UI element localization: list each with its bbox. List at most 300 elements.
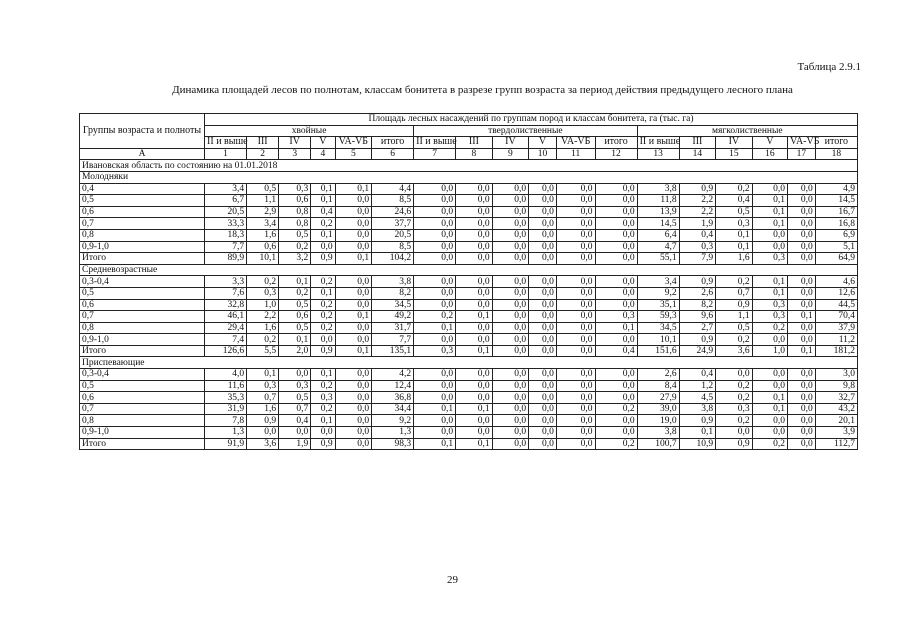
sub-column-header: III bbox=[456, 137, 493, 149]
table-cell: 0,0 bbox=[456, 287, 493, 299]
table-cell: 0,0 bbox=[456, 253, 493, 265]
table-row bbox=[80, 299, 858, 311]
section-title-row bbox=[80, 264, 858, 276]
table-cell: 0,0 bbox=[716, 369, 753, 381]
table-cell: 0,1 bbox=[752, 392, 787, 404]
sub-column-header: итого bbox=[595, 137, 637, 149]
table-cell: 0,7 bbox=[716, 287, 753, 299]
table-cell: 0,1 bbox=[716, 229, 753, 241]
table-cell: 0,0 bbox=[595, 229, 637, 241]
table-cell: 44,5 bbox=[815, 299, 857, 311]
table-cell: 0,1 bbox=[311, 369, 335, 381]
table-cell: 1,6 bbox=[716, 253, 753, 265]
table-cell: 1,9 bbox=[279, 438, 311, 450]
table-label: Таблица 2.9.1 bbox=[797, 61, 861, 73]
table-cell: 0,0 bbox=[456, 392, 493, 404]
table-cell: 0,0 bbox=[311, 334, 335, 346]
table-cell: 0,0 bbox=[595, 369, 637, 381]
table-cell: 151,6 bbox=[637, 345, 679, 357]
table-cell: 7,4 bbox=[205, 334, 247, 346]
table-cell: 12,6 bbox=[815, 287, 857, 299]
table-cell: 11,2 bbox=[815, 334, 857, 346]
table-cell: 0,0 bbox=[456, 276, 493, 288]
table-cell: 0,2 bbox=[311, 276, 335, 288]
table-cell: 0,3 bbox=[247, 287, 279, 299]
table-cell: 0,0 bbox=[492, 415, 529, 427]
table-cell: 0,1 bbox=[456, 403, 493, 415]
table-cell: 5,1 bbox=[815, 241, 857, 253]
table-cell: 7,6 bbox=[205, 287, 247, 299]
table-body bbox=[80, 160, 858, 450]
region-row-label: Ивановская область по состоянию на 01.01.2018 bbox=[80, 160, 858, 172]
table-cell: 0,0 bbox=[529, 369, 557, 381]
table-cell: 0,0 bbox=[556, 241, 595, 253]
table-cell: 46,1 bbox=[205, 311, 247, 323]
table-cell: 0,0 bbox=[335, 218, 372, 230]
table-cell: 0,7 bbox=[279, 403, 311, 415]
table-cell: 0,0 bbox=[529, 218, 557, 230]
table-cell: 8,4 bbox=[637, 380, 679, 392]
table-cell: 0,0 bbox=[556, 253, 595, 265]
table-cell: 3,6 bbox=[247, 438, 279, 450]
table-row bbox=[80, 322, 858, 334]
table-cell: 0,0 bbox=[788, 403, 816, 415]
table-cell: 1,9 bbox=[679, 218, 716, 230]
table-cell: 0,2 bbox=[311, 403, 335, 415]
table-cell: 0,1 bbox=[335, 183, 372, 195]
table-cell: 1,6 bbox=[247, 403, 279, 415]
table-cell: 0,0 bbox=[414, 241, 456, 253]
table-cell: 1,1 bbox=[716, 311, 753, 323]
table-cell: 0,3 bbox=[595, 311, 637, 323]
table-cell: 0,5 bbox=[279, 299, 311, 311]
table-cell: 3,2 bbox=[279, 253, 311, 265]
table-cell: 2,7 bbox=[679, 322, 716, 334]
sub-column-header: II и выше bbox=[205, 137, 247, 149]
sub-column-header: V bbox=[529, 137, 557, 149]
table-cell: 0,1 bbox=[335, 311, 372, 323]
table-cell: 0,0 bbox=[788, 427, 816, 439]
table-cell: 0,0 bbox=[492, 195, 529, 207]
table-cell: 0,0 bbox=[492, 276, 529, 288]
table-cell: 0,0 bbox=[529, 403, 557, 415]
table-cell: 0,0 bbox=[752, 427, 787, 439]
table-row bbox=[80, 276, 858, 288]
table-cell: 3,8 bbox=[679, 403, 716, 415]
table-cell: 3,4 bbox=[637, 276, 679, 288]
table-row bbox=[80, 241, 858, 253]
section-title-row-label: Приспевающие bbox=[80, 357, 858, 369]
table-cell: 49,2 bbox=[372, 311, 414, 323]
table-cell: 7,7 bbox=[372, 334, 414, 346]
table-cell: 0,0 bbox=[556, 369, 595, 381]
table-cell: 4,0 bbox=[205, 369, 247, 381]
table-cell: 1,3 bbox=[205, 427, 247, 439]
table-row bbox=[80, 183, 858, 195]
table-cell: 0,0 bbox=[311, 427, 335, 439]
table-cell: 0,0 bbox=[279, 427, 311, 439]
table-cell: 0,0 bbox=[529, 287, 557, 299]
table-cell: 0,0 bbox=[529, 311, 557, 323]
table-cell: 0,0 bbox=[456, 218, 493, 230]
table-cell: 0,8 bbox=[279, 218, 311, 230]
column-index: А bbox=[80, 148, 205, 160]
row-label: 0,8 bbox=[80, 322, 205, 334]
table-cell: 24,9 bbox=[679, 345, 716, 357]
table-cell: 0,0 bbox=[529, 183, 557, 195]
table-cell: 0,0 bbox=[595, 183, 637, 195]
table-cell: 0,1 bbox=[414, 403, 456, 415]
table-cell: 0,0 bbox=[595, 195, 637, 207]
sub-column-header: V bbox=[752, 137, 787, 149]
table-cell: 0,0 bbox=[595, 218, 637, 230]
table-cell: 0,8 bbox=[279, 206, 311, 218]
table-cell: 0,0 bbox=[556, 276, 595, 288]
table-cell: 27,9 bbox=[637, 392, 679, 404]
table-cell: 0,3 bbox=[752, 253, 787, 265]
column-index: 18 bbox=[815, 148, 857, 160]
sub-column-header: VA-VБ bbox=[556, 137, 595, 149]
table-cell: 0,0 bbox=[529, 415, 557, 427]
table-cell: 0,2 bbox=[311, 311, 335, 323]
table-cell: 0,0 bbox=[556, 218, 595, 230]
table-cell: 0,9 bbox=[679, 276, 716, 288]
table-cell: 0,2 bbox=[311, 322, 335, 334]
table-cell: 0,0 bbox=[556, 229, 595, 241]
table-cell: 0,0 bbox=[492, 299, 529, 311]
table-cell: 0,0 bbox=[788, 206, 816, 218]
table-cell: 0,0 bbox=[414, 253, 456, 265]
table-cell: 0,0 bbox=[752, 183, 787, 195]
table-cell: 0,1 bbox=[414, 438, 456, 450]
row-label: 0,7 bbox=[80, 403, 205, 415]
table-cell: 0,0 bbox=[335, 206, 372, 218]
column-index: 13 bbox=[637, 148, 679, 160]
table-cell: 0,2 bbox=[414, 311, 456, 323]
row-label: 0,9-1,0 bbox=[80, 334, 205, 346]
table-cell: 0,2 bbox=[716, 183, 753, 195]
table-cell: 0,0 bbox=[414, 369, 456, 381]
section-title-row bbox=[80, 357, 858, 369]
table-cell: 0,0 bbox=[556, 322, 595, 334]
table-cell: 0,1 bbox=[335, 253, 372, 265]
table-cell: 0,0 bbox=[529, 253, 557, 265]
column-index: 15 bbox=[716, 148, 753, 160]
table-cell: 3,4 bbox=[247, 218, 279, 230]
table-row bbox=[80, 206, 858, 218]
table-cell: 9,8 bbox=[815, 380, 857, 392]
table-cell: 0,2 bbox=[716, 392, 753, 404]
table-cell: 135,1 bbox=[372, 345, 414, 357]
table-cell: 33,3 bbox=[205, 218, 247, 230]
table-cell: 0,4 bbox=[679, 369, 716, 381]
table-cell: 0,0 bbox=[556, 287, 595, 299]
table-cell: 0,2 bbox=[247, 334, 279, 346]
column-index: 7 bbox=[414, 148, 456, 160]
row-label: 0,8 bbox=[80, 229, 205, 241]
table-cell: 0,2 bbox=[716, 380, 753, 392]
table-cell: 0,1 bbox=[752, 403, 787, 415]
table-cell: 0,0 bbox=[595, 241, 637, 253]
table-cell: 0,0 bbox=[788, 322, 816, 334]
table-cell: 0,0 bbox=[556, 195, 595, 207]
table-cell: 18,3 bbox=[205, 229, 247, 241]
table-cell: 36,8 bbox=[372, 392, 414, 404]
table-cell: 0,0 bbox=[492, 334, 529, 346]
table-cell: 64,9 bbox=[815, 253, 857, 265]
table-cell: 0,2 bbox=[716, 276, 753, 288]
table-cell: 34,5 bbox=[372, 299, 414, 311]
table-cell: 0,0 bbox=[335, 427, 372, 439]
table-cell: 0,3 bbox=[679, 241, 716, 253]
table-cell: 0,0 bbox=[414, 183, 456, 195]
column-index: 2 bbox=[247, 148, 279, 160]
section-title-row bbox=[80, 171, 858, 183]
table-row bbox=[80, 369, 858, 381]
table-cell: 0,0 bbox=[529, 299, 557, 311]
sub-column-header: III bbox=[247, 137, 279, 149]
table-cell: 0,0 bbox=[788, 299, 816, 311]
table-cell: 0,0 bbox=[788, 218, 816, 230]
table-cell: 35,3 bbox=[205, 392, 247, 404]
table-cell: 0,0 bbox=[752, 380, 787, 392]
table-cell: 12,4 bbox=[372, 380, 414, 392]
column-index: 5 bbox=[335, 148, 372, 160]
table-cell: 0,4 bbox=[279, 415, 311, 427]
table-cell: 8,5 bbox=[372, 195, 414, 207]
table-cell: 19,0 bbox=[637, 415, 679, 427]
table-cell: 0,0 bbox=[492, 369, 529, 381]
table-cell: 8,2 bbox=[372, 287, 414, 299]
table-cell: 0,0 bbox=[335, 392, 372, 404]
table-cell: 0,1 bbox=[311, 229, 335, 241]
table-cell: 0,0 bbox=[556, 403, 595, 415]
table-cell: 0,2 bbox=[247, 276, 279, 288]
table-cell: 24,6 bbox=[372, 206, 414, 218]
table-cell: 3,6 bbox=[716, 345, 753, 357]
row-label: 0,5 bbox=[80, 380, 205, 392]
row-label: 0,3-0,4 bbox=[80, 276, 205, 288]
table-cell: 37,9 bbox=[815, 322, 857, 334]
table-row bbox=[80, 334, 858, 346]
row-label: 0,6 bbox=[80, 392, 205, 404]
table-cell: 32,7 bbox=[815, 392, 857, 404]
table-cell: 4,4 bbox=[372, 183, 414, 195]
table-cell: 0,2 bbox=[752, 322, 787, 334]
table-cell: 3,8 bbox=[372, 276, 414, 288]
table-cell: 0,9 bbox=[311, 253, 335, 265]
table-cell: 0,0 bbox=[414, 206, 456, 218]
table-cell: 4,2 bbox=[372, 369, 414, 381]
table-cell: 14,5 bbox=[815, 195, 857, 207]
table-cell: 0,0 bbox=[529, 206, 557, 218]
table-cell: 55,1 bbox=[637, 253, 679, 265]
table-cell: 0,2 bbox=[311, 380, 335, 392]
table-cell: 0,3 bbox=[752, 299, 787, 311]
table-cell: 0,0 bbox=[335, 380, 372, 392]
table-cell: 2,2 bbox=[679, 206, 716, 218]
table-row bbox=[80, 311, 858, 323]
table-cell: 0,0 bbox=[595, 334, 637, 346]
table-cell: 2,2 bbox=[679, 195, 716, 207]
table-cell: 0,0 bbox=[556, 183, 595, 195]
column-index: 9 bbox=[492, 148, 529, 160]
table-cell: 0,0 bbox=[492, 392, 529, 404]
table-cell: 29,4 bbox=[205, 322, 247, 334]
table-cell: 0,0 bbox=[492, 253, 529, 265]
section-title-row-label: Средневозрастные bbox=[80, 264, 858, 276]
table-row bbox=[80, 427, 858, 439]
table-cell: 1,6 bbox=[247, 229, 279, 241]
table-cell: 0,0 bbox=[414, 229, 456, 241]
table-cell: 0,0 bbox=[752, 334, 787, 346]
table-cell: 0,0 bbox=[752, 415, 787, 427]
table-cell: 8,5 bbox=[372, 241, 414, 253]
table-cell: 0,0 bbox=[556, 427, 595, 439]
table-cell: 0,0 bbox=[752, 241, 787, 253]
table-cell: 0,1 bbox=[311, 415, 335, 427]
table-cell: 10,1 bbox=[637, 334, 679, 346]
table-head bbox=[80, 114, 858, 160]
table-cell: 98,3 bbox=[372, 438, 414, 450]
table-cell: 31,7 bbox=[372, 322, 414, 334]
row-header: Группы возраста и полноты bbox=[80, 114, 205, 149]
table-cell: 20,1 bbox=[815, 415, 857, 427]
table-cell: 0,7 bbox=[247, 392, 279, 404]
table-cell: 0,0 bbox=[529, 241, 557, 253]
table-cell: 0,0 bbox=[414, 195, 456, 207]
table-cell: 0,3 bbox=[716, 218, 753, 230]
table-cell: 34,5 bbox=[637, 322, 679, 334]
table-cell: 1,0 bbox=[247, 299, 279, 311]
sub-column-header: VA-VБ bbox=[788, 137, 816, 149]
table-cell: 0,5 bbox=[279, 229, 311, 241]
table-cell: 0,5 bbox=[279, 322, 311, 334]
table-cell: 0,1 bbox=[456, 438, 493, 450]
table-row bbox=[80, 287, 858, 299]
table-cell: 0,0 bbox=[311, 241, 335, 253]
sub-column-header: III bbox=[679, 137, 716, 149]
table-cell: 0,0 bbox=[456, 415, 493, 427]
table-cell: 0,0 bbox=[335, 369, 372, 381]
table-cell: 0,2 bbox=[595, 403, 637, 415]
table-cell: 0,1 bbox=[311, 287, 335, 299]
table-cell: 0,0 bbox=[335, 415, 372, 427]
table-cell: 16,7 bbox=[815, 206, 857, 218]
table-cell: 0,0 bbox=[414, 218, 456, 230]
table-cell: 0,1 bbox=[752, 218, 787, 230]
table-cell: 7,7 bbox=[205, 241, 247, 253]
table-cell: 39,0 bbox=[637, 403, 679, 415]
table-cell: 0,0 bbox=[456, 241, 493, 253]
sub-column-header: II и выше bbox=[414, 137, 456, 149]
table-cell: 2,9 bbox=[247, 206, 279, 218]
table-cell: 0,0 bbox=[529, 427, 557, 439]
table-cell: 0,3 bbox=[414, 345, 456, 357]
table-cell: 20,5 bbox=[372, 229, 414, 241]
table-row bbox=[80, 229, 858, 241]
table-row bbox=[80, 403, 858, 415]
table-cell: 104,2 bbox=[372, 253, 414, 265]
group-header-hardwood: твердолиственные bbox=[414, 125, 637, 137]
table-cell: 0,0 bbox=[492, 229, 529, 241]
table-cell: 0,0 bbox=[788, 287, 816, 299]
table-cell: 0,0 bbox=[716, 427, 753, 439]
table-cell: 0,0 bbox=[788, 334, 816, 346]
table-cell: 0,0 bbox=[456, 229, 493, 241]
table-cell: 0,0 bbox=[456, 427, 493, 439]
table-cell: 0,5 bbox=[279, 392, 311, 404]
table-cell: 0,0 bbox=[335, 195, 372, 207]
table-cell: 13,9 bbox=[637, 206, 679, 218]
table-cell: 3,3 bbox=[205, 276, 247, 288]
table-cell: 0,1 bbox=[752, 195, 787, 207]
table-cell: 0,0 bbox=[414, 427, 456, 439]
table-cell: 0,0 bbox=[335, 276, 372, 288]
table-cell: 0,0 bbox=[335, 229, 372, 241]
table-cell: 0,0 bbox=[335, 438, 372, 450]
table-cell: 0,3 bbox=[311, 392, 335, 404]
table-cell: 0,1 bbox=[456, 311, 493, 323]
table-row bbox=[80, 415, 858, 427]
table-cell: 0,0 bbox=[595, 299, 637, 311]
table-cell: 0,0 bbox=[788, 438, 816, 450]
table-row bbox=[80, 218, 858, 230]
table-cell: 0,0 bbox=[556, 415, 595, 427]
table-cell: 0,1 bbox=[679, 427, 716, 439]
column-index: 8 bbox=[456, 148, 493, 160]
table-cell: 0,1 bbox=[311, 183, 335, 195]
table-cell: 0,1 bbox=[788, 345, 816, 357]
table-cell: 0,6 bbox=[247, 241, 279, 253]
table-cell: 0,2 bbox=[716, 334, 753, 346]
table-cell: 0,9 bbox=[679, 415, 716, 427]
table-cell: 0,0 bbox=[456, 334, 493, 346]
table-cell: 0,0 bbox=[492, 287, 529, 299]
table-cell: 0,0 bbox=[595, 253, 637, 265]
table-cell: 0,0 bbox=[456, 299, 493, 311]
table-row bbox=[80, 345, 858, 357]
table-cell: 181,2 bbox=[815, 345, 857, 357]
table-cell: 37,7 bbox=[372, 218, 414, 230]
table-cell: 4,6 bbox=[815, 276, 857, 288]
table-cell: 0,9 bbox=[679, 334, 716, 346]
table-cell: 0,0 bbox=[788, 253, 816, 265]
table-cell: 0,9 bbox=[716, 438, 753, 450]
table-cell: 7,8 bbox=[205, 415, 247, 427]
table-cell: 4,9 bbox=[815, 183, 857, 195]
table-cell: 10,1 bbox=[247, 253, 279, 265]
table-cell: 0,5 bbox=[247, 183, 279, 195]
table-cell: 59,3 bbox=[637, 311, 679, 323]
row-label: 0,9-1,0 bbox=[80, 427, 205, 439]
page-number: 29 bbox=[447, 574, 458, 586]
table-cell: 0,2 bbox=[716, 415, 753, 427]
table-cell: 0,1 bbox=[335, 345, 372, 357]
table-cell: 0,0 bbox=[492, 345, 529, 357]
row-label: Итого bbox=[80, 345, 205, 357]
table-cell: 0,0 bbox=[492, 311, 529, 323]
table-cell: 112,7 bbox=[815, 438, 857, 450]
table-cell: 100,7 bbox=[637, 438, 679, 450]
sub-column-header: итого bbox=[815, 137, 857, 149]
table-cell: 3,9 bbox=[815, 427, 857, 439]
table-cell: 0,0 bbox=[492, 322, 529, 334]
table-cell: 0,0 bbox=[492, 218, 529, 230]
table-cell: 126,6 bbox=[205, 345, 247, 357]
table-cell: 0,2 bbox=[279, 287, 311, 299]
column-index: 1 bbox=[205, 148, 247, 160]
